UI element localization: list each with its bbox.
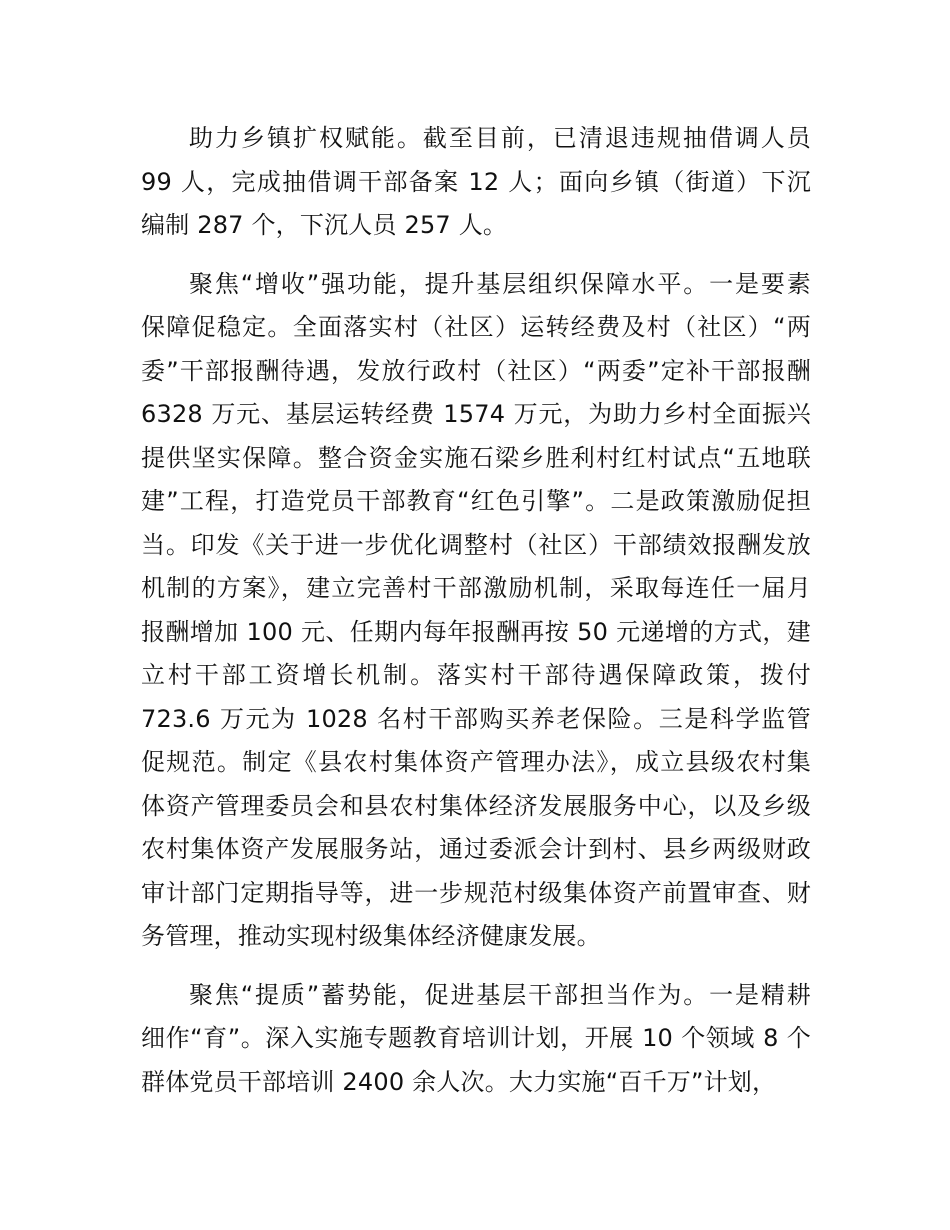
text-line: 委”干部报酬待遇，发放行政村（社区）“两委”定补干部报酬 — [141, 356, 811, 385]
text-line: 6328 万元、基层运转经费 1574 万元，为助力乡村全面振兴 — [141, 400, 811, 428]
document-body — [141, 117, 811, 1104]
paragraph-2 — [141, 263, 811, 959]
text-line: 促规范。制定《县农村集体资产管理办法》，成立县级农村集 — [141, 748, 811, 776]
text-line: 机制的方案》，建立完善村干部激励机制，采取每连任一届月 — [141, 574, 811, 602]
text-line: 报酬增加 100 元、任期内每年报酬再按 50 元递增的方式，建 — [141, 617, 811, 646]
text-line: 群体党员干部培训 2400 余人次。大力实施“百千万”计划， — [141, 1067, 777, 1096]
text-line: 农村集体资产发展服务站，通过委派会计到村、县乡两级财政 — [141, 835, 811, 863]
text-line: 建”工程，打造党员干部教育“红色引擎”。二是政策激励促担 — [141, 487, 811, 515]
text-line: 务管理，推动实现村级集体经济健康发展。 — [141, 922, 601, 950]
text-line: 立村干部工资增长机制。落实村干部待遇保障政策，拨付 — [141, 661, 811, 689]
text-line: 当。印发《关于进一步优化调整村（社区）干部绩效报酬发放 — [141, 530, 811, 559]
paragraph-gap — [141, 248, 811, 263]
text-line: 提供坚实保障。整合资金实施石梁乡胜利村红村试点“五地联 — [141, 443, 811, 472]
text-line: 助力乡镇扩权赋能。截至目前，已清退违规抽借调人员 — [189, 124, 811, 152]
text-line: 聚焦“提质”蓄势能，促进基层干部担当作为。一是精耕 — [189, 980, 811, 1009]
text-line: 723.6 万元为 1028 名村干部购买养老保险。三是科学监管 — [141, 704, 811, 733]
text-line: 编制 287 个，下沉人员 257 人。 — [141, 211, 508, 239]
text-line: 体资产管理委员会和县农村集体经济发展服务中心，以及乡级 — [141, 791, 811, 820]
text-line: 聚焦“增收”强功能，提升基层组织保障水平。一是要素 — [189, 269, 811, 298]
text-line: 细作“育”。深入实施专题教育培训计划，开展 10 个领域 8 个 — [141, 1024, 811, 1052]
paragraph-gap — [141, 959, 811, 974]
text-line: 保障促稳定。全面落实村（社区）运转经费及村（社区）“两 — [141, 313, 811, 341]
text-line: 审计部门定期指导等，进一步规范村级集体资产前置审查、财 — [141, 878, 811, 907]
paragraph-3 — [141, 974, 811, 1105]
text-line: 99 人，完成抽借调干部备案 12 人；面向乡镇（街道）下沉 — [141, 167, 811, 196]
paragraph-1 — [141, 117, 811, 248]
